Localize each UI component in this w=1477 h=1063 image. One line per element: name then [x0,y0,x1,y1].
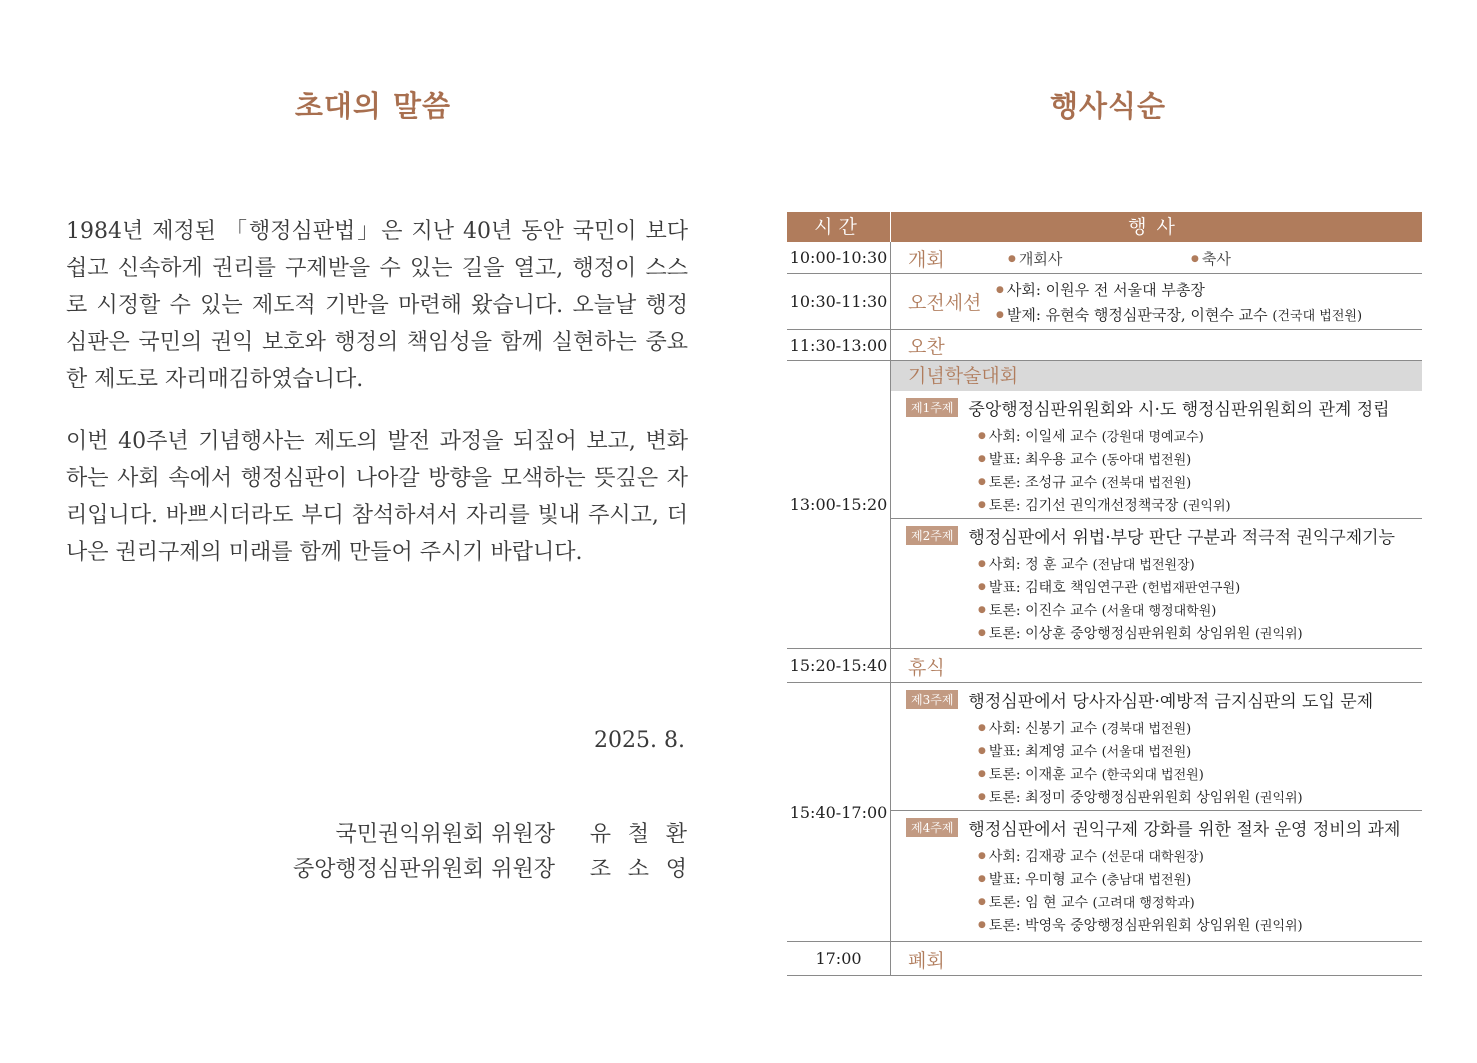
event-name: 폐회 [908,950,945,972]
person-note: (권익위) [1254,627,1303,642]
row-event [891,330,1422,360]
signatory-name-char: 조 [589,857,611,882]
morning-people [996,279,1362,329]
row-session-a [787,361,1422,649]
program-title: 행사식순 [1049,89,1167,123]
person-note: (고려대 행정학과) [1092,896,1195,911]
event-name: 휴식 [908,657,945,679]
schedule-header [787,212,1422,242]
person-line [978,870,1422,893]
row-closing [787,942,1422,976]
row-event [891,242,1422,273]
person-text: 토론: 이진수 교수 [988,603,1098,619]
row-opening [787,242,1422,274]
signatory-name-char: 환 [665,822,687,847]
person-line [978,742,1422,765]
person-line [978,788,1422,811]
event-name: 개회 [908,249,945,271]
person-text: 사회: 이일세 교수 [988,429,1098,445]
topic-title: 행정심판에서 권익구제 강화를 위한 절차 운영 정비의 과제 [968,820,1401,840]
topic-block [891,519,1422,647]
person-text: 사회: 김재광 교수 [988,849,1098,865]
person-line [978,624,1422,647]
signatory-1 [335,817,687,848]
person-text: 토론: 임 현 교수 [988,895,1089,911]
row-event [891,683,1422,941]
person-line [978,916,1422,939]
row-session-b [787,683,1422,942]
person-note: (건국대 법전원) [1272,309,1363,324]
topic-tag: 제2주제 [906,526,958,545]
person-note: (헌법재판연구원) [1142,581,1241,596]
signatory-name-char: 유 [589,822,611,847]
person-text: 토론: 이상훈 중앙행정심판위원회 상임위원 [988,626,1251,642]
person-note: (한국외대 법전원) [1101,768,1204,783]
topic-tag: 제4주제 [906,818,958,837]
person-note: (전남대 법전원장) [1092,558,1195,573]
topic-tag: 제3주제 [906,690,958,709]
signatory-org: 국민권익위원회 위원장 [335,822,555,847]
signatory-org: 중앙행정심판위원회 위원장 [292,857,555,882]
invitation-paragraph-1: 1984년 제정된 「행정심판법」은 지난 40년 동안 국민이 보다 쉽고 신속하게 권리를 구제받을 수 있는 길을 열고, 행정이 스스로 시정할 수 있는 제도적 기반을 마련해 왔습니다. 오늘날 행정심판은 국민의 권익 보호와 행정의 책임성을 함께 실현하는 중요한 제도로 자리매김하였습니다. [66,219,688,392]
people-list [906,719,1422,811]
person-text: 발표: 김태호 책임연구관 [988,580,1138,596]
person-text: 사회: 이원우 전 서울대 부총장 [1006,281,1205,299]
row-time: 11:30-13:00 [787,330,891,360]
topic-title: 행정심판에서 위법·부당 판단 구분과 적극적 권익구제기능 [968,528,1395,548]
person-line [978,496,1422,519]
row-time: 13:00-15:20 [787,361,891,648]
topic-block [891,811,1422,939]
person-text: 토론: 김기선 권익개선정책국장 [988,498,1179,514]
people-list [906,847,1422,939]
person-line [996,279,1362,304]
person-line [978,847,1422,870]
signatory-name-char: 철 [627,822,649,847]
person-note: (전북대 법전원) [1101,476,1192,491]
signatory-name-char: 영 [665,857,687,882]
row-event [891,649,1422,682]
row-time: 17:00 [787,942,891,975]
person-note: (경북대 법전원) [1101,722,1192,737]
person-line [978,578,1422,601]
person-note: (충남대 법전원) [1101,873,1192,888]
person-line [978,427,1422,450]
person-note: (권익위) [1254,919,1303,934]
row-event [891,361,1422,648]
person-text: 토론: 최정미 중앙행정심판위원회 상임위원 [988,790,1251,806]
invitation-date: 2025. 8. [594,728,685,753]
header-event: 행사 [1128,216,1185,238]
person-text: 발표: 최계영 교수 [988,744,1098,760]
row-lunch [787,330,1422,361]
event-name: 오전세션 [908,292,982,314]
person-line [978,719,1422,742]
topic-title: 중앙행정심판위원회와 시·도 행정심판위원회의 관계 정립 [968,400,1390,420]
invitation-title: 초대의 말씀 [294,89,452,123]
person-line [978,765,1422,788]
person-text: 토론: 이재훈 교수 [988,767,1098,783]
row-time: 15:40-17:00 [787,683,891,941]
topic-block [891,391,1422,519]
person-text: 발표: 우미형 교수 [988,872,1098,888]
event-item: ● 축사 [1191,248,1231,269]
person-note: (강원대 명예교수) [1101,430,1204,445]
person-line [978,473,1422,496]
row-time: 10:00-10:30 [787,242,891,273]
topic-title: 행정심판에서 당사자심판·예방적 금지심판의 도입 문제 [968,692,1374,712]
person-text: 토론: 박영욱 중앙행정심판위원회 상임위원 [988,918,1251,934]
person-line [978,450,1422,473]
person-line [978,601,1422,624]
person-note: (서울대 법전원) [1101,745,1192,760]
person-note: (서울대 행정대학원) [1101,604,1217,619]
row-break [787,649,1422,683]
people-list [906,555,1422,647]
row-time: 15:20-15:40 [787,649,891,682]
row-time: 10:30-11:30 [787,274,891,329]
person-note: (권익위) [1254,791,1303,806]
person-note: (권익위) [1182,499,1231,514]
topic-tag: 제1주제 [906,398,958,417]
signatory-2 [293,852,687,883]
row-event [891,274,1422,329]
symposium-band: 기념학술대회 [891,361,1422,391]
person-note: (동아대 법전원) [1101,453,1192,468]
person-text: 사회: 신봉기 교수 [988,721,1098,737]
event-item: ● 개회사 [1008,248,1062,269]
event-name: 오찬 [908,336,945,358]
row-morning [787,274,1422,330]
person-line [978,555,1422,578]
row-event [891,942,1422,975]
schedule-table [787,212,1422,976]
invitation-paragraph-2: 이번 40주년 기념행사는 제도의 발전 과정을 되짚어 보고, 변화하는 사회 속에서 행정심판이 나아갈 방향을 모색하는 뜻깊은 자리입니다. 바쁘시더라도 부디 참석하셔서 자리를 빛내 주시고, 더 나은 권리구제의 미래를 함께 만들어 주시기 바랍니다. [66,429,688,565]
topic-block [891,683,1422,811]
header-time: 시간 [787,212,891,242]
person-text: 발제: 유현숙 행정심판국장, 이현수 교수 [1006,306,1268,324]
people-list [906,427,1422,519]
person-text: 사회: 정 훈 교수 [988,557,1089,573]
person-text: 토론: 조성규 교수 [988,475,1098,491]
person-line [978,893,1422,916]
signatory-name-char: 소 [627,857,649,882]
person-line [996,304,1362,329]
person-note: (선문대 대학원장) [1101,850,1204,865]
person-text: 발표: 최우용 교수 [988,452,1098,468]
